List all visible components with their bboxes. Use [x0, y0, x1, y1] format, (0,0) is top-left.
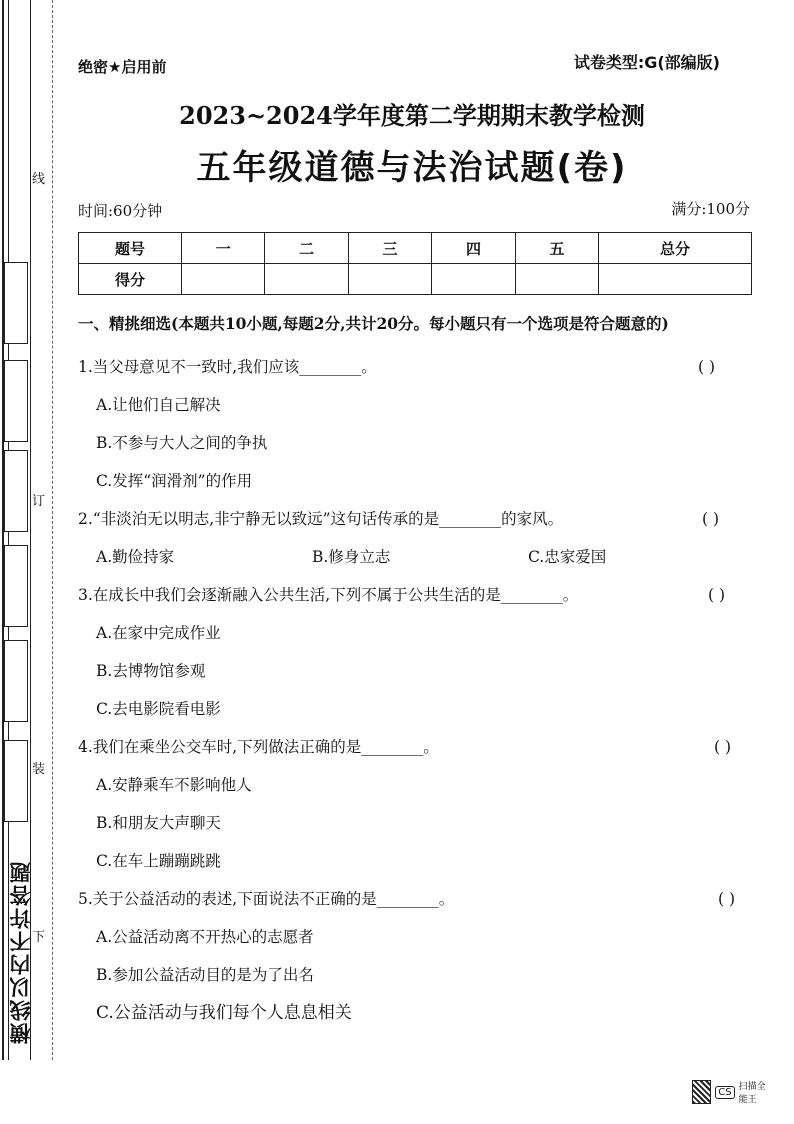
score-cell: 一	[182, 233, 265, 264]
binding-mark-xia: 下	[32, 930, 46, 945]
score-cell: 三	[348, 233, 431, 264]
question-stem	[78, 576, 768, 614]
qr-code-icon	[692, 1080, 711, 1104]
binding-mark-ding: 订	[32, 494, 46, 509]
answer-option: A.让他们自己解决	[96, 396, 221, 414]
answer-bracket[interactable]: ( )	[698, 358, 716, 376]
answer-option: A.在家中完成作业	[96, 624, 221, 642]
answer-option: B.和朋友大声聊天	[96, 814, 221, 832]
score-cell: 题号	[79, 233, 182, 264]
answer-option: A.安静乘车不影响他人	[96, 776, 252, 794]
paper-type: 试卷类型:G(部编版)	[573, 53, 720, 72]
answer-bracket[interactable]: ( )	[718, 890, 736, 908]
score-table-header-row	[79, 233, 752, 264]
answer-bracket[interactable]: ( )	[702, 510, 720, 528]
scanner-logo-icon: CS	[715, 1086, 734, 1099]
binding-mark-xian: 线	[32, 172, 46, 187]
score-table	[78, 232, 752, 295]
answer-option: B.参加公益活动目的是为了出名	[96, 966, 314, 984]
answer-option: C.忠家爱国	[528, 548, 607, 566]
question-stem	[78, 880, 768, 918]
score-cell: 四	[432, 233, 515, 264]
score-entry[interactable]	[432, 264, 515, 295]
binding-field-box	[4, 262, 28, 344]
answer-options-row	[78, 538, 768, 576]
answer-bracket[interactable]: ( )	[714, 738, 732, 756]
section-multiple-choice	[78, 312, 768, 1032]
binding-field-box	[4, 640, 28, 722]
watermark-text: 扫描全能王	[738, 1082, 766, 1105]
score-entry[interactable]	[515, 264, 598, 295]
question-text: 4.我们在乘坐公交车时,下列做法正确的是________。	[78, 738, 439, 756]
answer-option: A.公益活动离不开热心的志愿者	[96, 928, 314, 946]
section-heading: 一、精挑细选(本题共10小题,每题2分,共计20分。每小题只有一个选项是符合题意的)	[78, 314, 669, 333]
score-entry[interactable]	[182, 264, 265, 295]
secret-label: 绝密★启用前	[78, 58, 167, 76]
answer-option: B.修身立志	[312, 548, 391, 566]
question-text: 1.当父母意见不一致时,我们应该________。	[78, 358, 377, 376]
full-score: 满分:100分	[671, 200, 750, 218]
question-stem	[78, 500, 768, 538]
answer-option: A.勤俭持家	[96, 548, 175, 566]
score-entry[interactable]	[599, 264, 752, 295]
exam-subtitle: 2023~2024学年度第二学期期末教学检测	[179, 101, 645, 130]
score-cell: 得分	[79, 264, 182, 295]
question-stem	[78, 728, 768, 766]
binding-mark-zhuang: 装	[32, 762, 46, 777]
question-text: 3.在成长中我们会逐渐融入公共生活,下列不属于公共生活的是________。	[78, 586, 579, 604]
score-cell: 二	[265, 233, 348, 264]
binding-field-box	[4, 740, 28, 822]
answer-option: C.去电影院看电影	[96, 700, 221, 718]
exam-time: 时间:60分钟	[78, 202, 163, 220]
exam-title: 五年级道德与法治试题(卷)	[196, 148, 628, 188]
answer-option: C.公益活动与我们每个人息息相关	[96, 1003, 352, 1023]
answer-option: C.在车上蹦蹦跳跳	[96, 852, 221, 870]
question-text: 2.“非淡泊无以明志,非宁静无以致远”这句话传承的是________的家风。	[78, 510, 564, 528]
score-table-score-row	[79, 264, 752, 295]
score-entry[interactable]	[348, 264, 431, 295]
score-entry[interactable]	[265, 264, 348, 295]
answer-option: B.去博物馆参观	[96, 662, 206, 680]
question-text: 5.关于公益活动的表述,下面说法不正确的是________。	[78, 890, 455, 908]
score-cell: 五	[515, 233, 598, 264]
answer-option: C.发挥“润滑剂”的作用	[96, 472, 253, 490]
binding-field-box	[4, 545, 28, 627]
answer-option: B.不参与大人之间的争执	[96, 434, 268, 452]
answer-bracket[interactable]: ( )	[708, 586, 726, 604]
binding-field-box	[4, 450, 28, 532]
question-stem	[78, 348, 768, 386]
scanner-watermark	[692, 1080, 774, 1104]
score-cell: 总分	[599, 233, 752, 264]
binding-warning: 横线以内不许答题	[9, 860, 33, 1044]
binding-field-box	[4, 360, 28, 442]
